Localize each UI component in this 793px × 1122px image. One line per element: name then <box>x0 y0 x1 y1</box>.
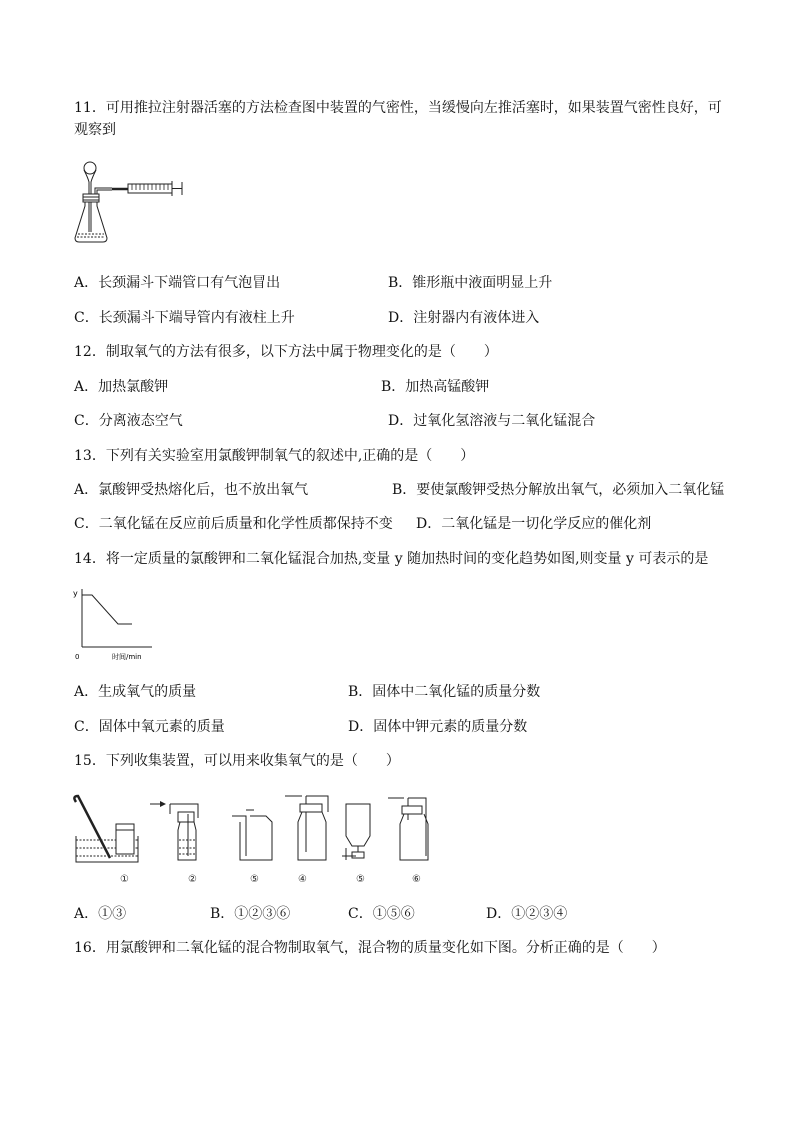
q12-option-d: D．过氧化氢溶液与二氧化锰混合 <box>388 413 596 429</box>
q15-option-c: C．①⑤⑥ <box>348 906 415 922</box>
q14-stem: 14．将一定质量的氯酸钾和二氧化锰混合加热,变量 y 随加热时间的变化趋势如图,则变量 y 可表示的是 <box>74 551 709 567</box>
q14-origin-label: 0 <box>75 653 80 661</box>
q13-option-c: C．二氧化锰在反应前后质量和化学性质都保持不变 <box>74 516 393 532</box>
q13-option-b: B．要使氯酸钾受热分解放出氧气，必须加入二氧化锰 <box>392 482 725 498</box>
q14-trend-graph <box>70 585 160 665</box>
q14-y-label: y <box>73 589 78 598</box>
q15-option-d: D．①②③④ <box>486 906 568 922</box>
q11-stem-line1: 11．可用推拉注射器活塞的方法检查图中装置的气密性，当缓慢向左推活塞时，如果装置气密性良好，可 <box>74 100 722 116</box>
q15-collection-apparatus-figure <box>70 790 450 890</box>
q14-option-d: D．固体中钾元素的质量分数 <box>348 719 528 735</box>
q11-stem-line2: 观察到 <box>74 122 116 138</box>
q12-option-c: C．分离液态空气 <box>74 413 183 429</box>
q12-stem: 12．制取氧气的方法有很多，以下方法中属于物理变化的是（ ） <box>74 344 498 360</box>
q15-figure-label-5: ⑤ <box>356 874 365 885</box>
q15-option-b: B．①②③⑥ <box>210 906 291 922</box>
q15-figure-label-2: ② <box>188 874 197 885</box>
q15-stem: 15．下列收集装置，可以用来收集氧气的是（ ） <box>74 753 400 769</box>
q14-trend-line <box>82 595 132 624</box>
q14-x-label: 时间/min <box>112 653 142 661</box>
q11-option-a: A．长颈漏斗下端管口有气泡冒出 <box>74 275 281 291</box>
q13-option-d: D．二氧化锰是一切化学反应的催化剂 <box>416 516 652 532</box>
q15-option-a: A．①③ <box>74 906 127 922</box>
q11-apparatus-figure <box>72 160 192 245</box>
q12-option-b: B．加热高锰酸钾 <box>381 379 490 395</box>
q12-option-a: A．加热氯酸钾 <box>74 379 169 395</box>
q15-figure-label-6: ⑥ <box>412 874 421 885</box>
q14-option-b: B．固体中二氧化锰的质量分数 <box>348 684 541 700</box>
q11-option-b: B．锥形瓶中液面明显上升 <box>388 275 553 291</box>
q13-stem: 13．下列有关实验室用氯酸钾制氧气的叙述中,正确的是（ ） <box>74 448 475 464</box>
q11-option-c: C．长颈漏斗下端导管内有液柱上升 <box>74 310 295 326</box>
q13-option-a: A．氯酸钾受热熔化后，也不放出氧气 <box>74 482 309 498</box>
q15-figure-label-1: ① <box>120 874 129 885</box>
q15-figure-label-3: ⑤ <box>250 874 259 885</box>
q14-option-a: A．生成氧气的质量 <box>74 684 197 700</box>
q15-figure-label-4: ④ <box>298 874 307 885</box>
q14-option-c: C．固体中氧元素的质量 <box>74 719 225 735</box>
q11-option-d: D．注射器内有液体进入 <box>388 310 540 326</box>
q16-stem: 16．用氯酸钾和二氧化锰的混合物制取氧气，混合物的质量变化如下图。分析正确的是（ ） <box>74 940 666 956</box>
